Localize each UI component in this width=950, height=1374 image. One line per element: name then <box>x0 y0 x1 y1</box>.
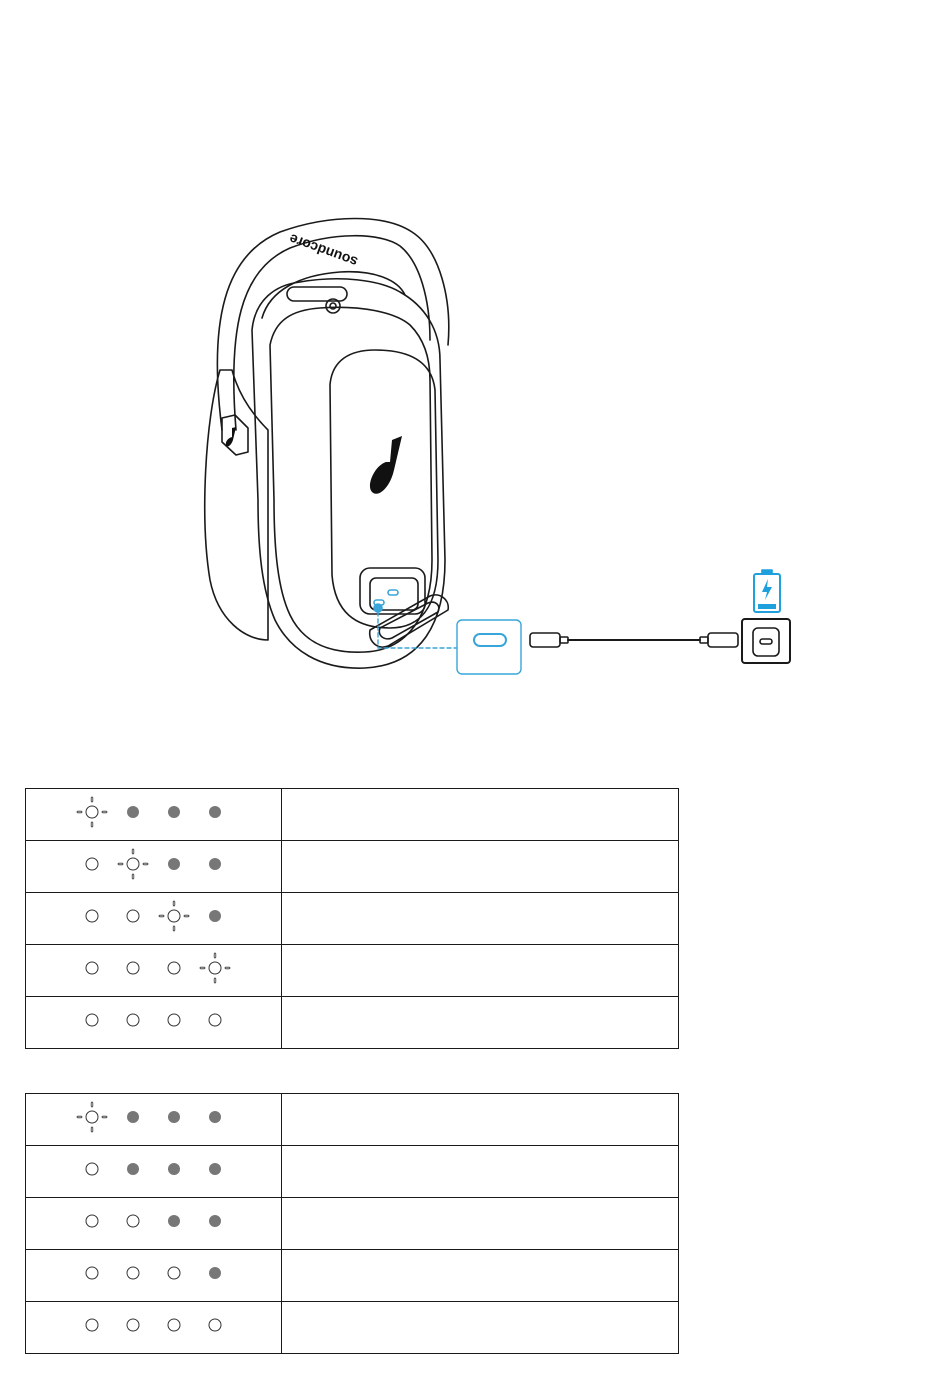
led-off <box>209 1319 221 1331</box>
led-off <box>168 1267 180 1279</box>
description-cell <box>282 789 679 841</box>
led-on <box>209 1267 221 1279</box>
led-off <box>86 910 98 922</box>
led-off <box>168 1014 180 1026</box>
side-logo-icon <box>226 427 236 446</box>
led-indicator-group <box>26 789 281 835</box>
led-cell <box>26 893 282 945</box>
led-indicator-group <box>26 1302 281 1348</box>
led-on <box>127 1163 139 1175</box>
led-cell <box>26 1146 282 1198</box>
led-indicator-group <box>26 1094 281 1140</box>
led-off <box>209 1014 221 1026</box>
led-on <box>209 806 221 818</box>
led-indicator-group <box>26 1146 281 1192</box>
led-cell <box>26 1250 282 1302</box>
led-on <box>168 1215 180 1227</box>
lightning-icon <box>762 579 772 600</box>
led-on <box>209 1163 221 1175</box>
led-on <box>209 858 221 870</box>
led-off <box>127 1319 139 1331</box>
description-cell <box>282 1302 679 1354</box>
led-off <box>86 1267 98 1279</box>
speaker-device <box>205 219 449 669</box>
led-on <box>127 1111 139 1123</box>
led-cell <box>26 1198 282 1250</box>
description-cell <box>282 1094 679 1146</box>
description-cell <box>282 945 679 997</box>
led-off <box>168 1319 180 1331</box>
led-off <box>127 1267 139 1279</box>
led-flash <box>159 901 189 931</box>
led-off <box>86 1163 98 1175</box>
brand-logo-icon <box>370 436 402 494</box>
led-cell <box>26 789 282 841</box>
led-off <box>86 962 98 974</box>
led-off <box>86 1014 98 1026</box>
description-cell <box>282 841 679 893</box>
led-off <box>168 962 180 974</box>
table-row <box>26 841 679 893</box>
led-on <box>209 910 221 922</box>
led-cell <box>26 997 282 1049</box>
led-flash <box>77 1102 107 1132</box>
port-marker <box>374 604 382 612</box>
led-off <box>86 858 98 870</box>
usb-c-cable <box>530 633 738 647</box>
led-indicator-group <box>26 1250 281 1296</box>
led-cell <box>26 1094 282 1146</box>
battery-charging-icon <box>754 570 780 612</box>
description-cell <box>282 1198 679 1250</box>
brand-logo-text: soundcore <box>286 230 360 271</box>
led-on <box>168 1111 180 1123</box>
led-on <box>127 806 139 818</box>
table-row <box>26 893 679 945</box>
table-row <box>26 1250 679 1302</box>
led-indicator-group <box>26 893 281 939</box>
led-on <box>209 1215 221 1227</box>
battery-level-led-table <box>25 1093 679 1354</box>
led-flash <box>200 953 230 983</box>
led-on <box>209 1111 221 1123</box>
led-off <box>86 1215 98 1227</box>
led-on <box>168 858 180 870</box>
description-cell <box>282 997 679 1049</box>
led-indicator-group <box>26 997 281 1043</box>
table-row <box>26 1198 679 1250</box>
description-cell <box>282 1250 679 1302</box>
charging-led-table <box>25 788 679 1049</box>
table-row <box>26 997 679 1049</box>
wall-charger-icon <box>742 619 790 663</box>
table-row <box>26 1302 679 1354</box>
led-cell <box>26 1302 282 1354</box>
table-row <box>26 1094 679 1146</box>
led-off <box>127 1014 139 1026</box>
led-off <box>127 962 139 974</box>
led-on <box>168 806 180 818</box>
led-on <box>168 1163 180 1175</box>
description-cell <box>282 893 679 945</box>
led-cell <box>26 841 282 893</box>
led-indicator-group <box>26 945 281 991</box>
led-cell <box>26 945 282 997</box>
led-indicator-group <box>26 841 281 887</box>
table-row <box>26 1146 679 1198</box>
description-cell <box>282 1146 679 1198</box>
led-off <box>127 910 139 922</box>
led-flash <box>118 849 148 879</box>
table-row <box>26 789 679 841</box>
led-indicator-group <box>26 1198 281 1244</box>
usb-c-port-icon <box>374 590 398 605</box>
table-row <box>26 945 679 997</box>
led-off <box>86 1319 98 1331</box>
led-flash <box>77 797 107 827</box>
led-off <box>127 1215 139 1227</box>
